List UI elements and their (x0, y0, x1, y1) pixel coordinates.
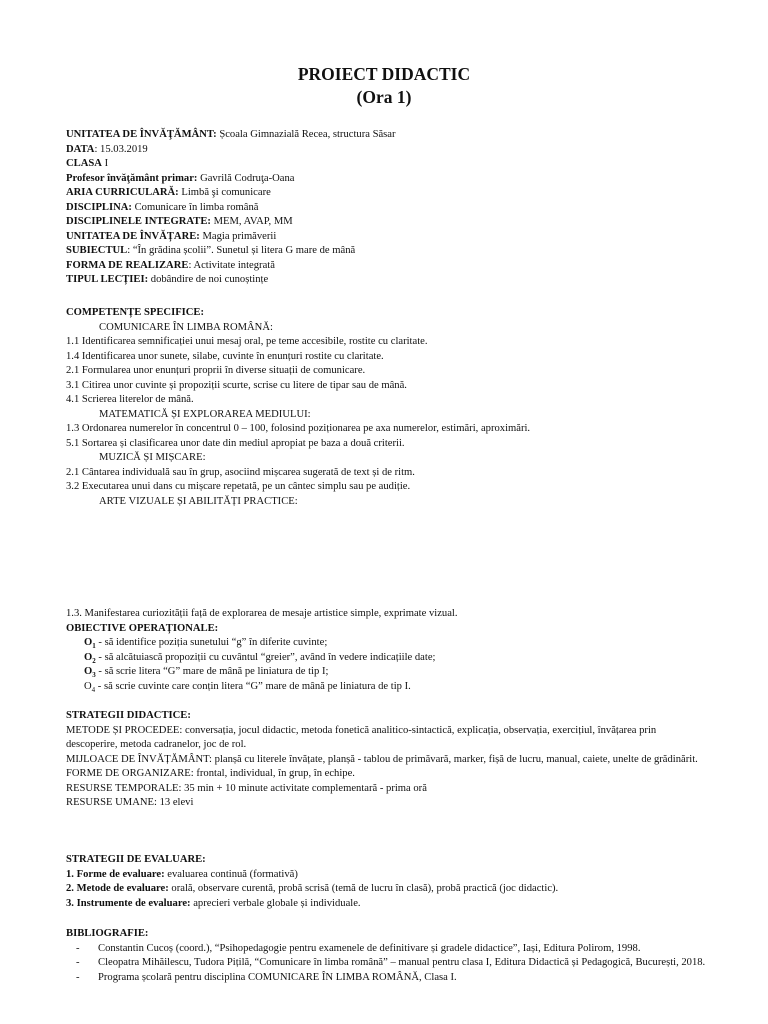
header-field-tipul: TIPUL LECȚIEI: dobândire de noi cunoștințe (66, 274, 269, 285)
evaluare-heading: STRATEGII DE EVALUARE: (66, 854, 206, 865)
bibliografie-section (66, 927, 706, 985)
header-field-disciplina: DISCIPLINA: Comunicare în limba română (66, 201, 259, 213)
competente-item: 4.1 Scrierea literelor de mână. (66, 394, 194, 405)
competente-item: 3.1 Citirea unor cuvinte și propoziții scurte, scrise cu litere de tipar sau de mână. (66, 379, 407, 391)
strategii-resurse-umane: RESURSE UMANE: 13 elevi (66, 797, 194, 808)
competente-group-muzica: MUZICĂ ȘI MIȘCARE: (99, 452, 206, 463)
evaluare-section (66, 853, 706, 911)
competente-section (66, 306, 706, 509)
document-subtitle: (Ora 1) (356, 87, 412, 107)
bibliografie-heading: BIBLIOGRAFIE: (66, 928, 149, 939)
header-field-discipline-integrate: DISCIPLINELE INTEGRATE: MEM, AVAP, MM (66, 216, 293, 227)
header-field-subiectul: SUBIECTUL: “În grădina școlii”. Sunetul și litera G mare de mână (66, 245, 356, 256)
obiective-section (66, 607, 706, 694)
header-field-clasa: CLASA I (66, 158, 109, 169)
bibliografie-item: - Programa școlară pentru disciplina COMUNICARE ÎN LIMBA ROMÂNĂ, Clasa I. (76, 971, 457, 983)
competente-item: 1.1 Identificarea semnificației unui mesaj oral, pe teme accesibile, rostite cu claritate. (66, 336, 428, 347)
bibliografie-item: - Constantin Cucoș (coord.), “Psihopedagogie pentru examenele de definitivare și gradele didactice”, Iași, Editura Polirom, 1998. (76, 942, 641, 954)
header-field-data: DATA: 15.03.2019 (66, 143, 148, 155)
header-field-unitate-invatare: UNITATEA DE ÎNVĂȚARE: Magia primăverii (66, 230, 277, 242)
evaluare-item: 3. Instrumente de evaluare: aprecieri verbale globale și individuale. (66, 897, 361, 909)
competente-item: 2.1 Cântarea individuală sau în grup, asociind mișcarea sugerată de text și de ritm. (66, 466, 415, 478)
header-fields (66, 128, 706, 288)
bibliografie-item: - Cleopatra Mihăilescu, Tudora Pițilă, “Comunicare în limba română” – manual pentru clasa I, Editura Didactică și Pedagogică, București, 2018. (76, 957, 706, 968)
strategii-heading: STRATEGII DIDACTICE: (66, 710, 191, 721)
competente-group-arte: ARTE VIZUALE ȘI ABILITĂȚI PRACTICE: (99, 495, 298, 507)
obiectiv-item: $O_4$ - să scrie cuvinte care conțin litera “G” mare de mână pe liniatura de tip I. (84, 680, 411, 694)
header-field-forma: FORMA DE REALIZARE: Activitate integrată (66, 259, 275, 271)
competente-item: 1.3 Ordonarea numerelor în concentrul 0 – 100, folosind poziționarea pe axa numerelor, estimări, aproximări. (66, 423, 531, 434)
header-field-profesor: Profesor învăţământ primar: Gavrilă Codruţa-Oana (66, 172, 295, 184)
competente-group-matematica: MATEMATICĂ ȘI EXPLORAREA MEDIULUI: (99, 408, 311, 420)
competente-heading: COMPETENȚE SPECIFICE: (66, 307, 205, 318)
competente-item: 3.2 Executarea unui dans cu mișcare repetată, pe un cântec simplu sau pe audiție. (66, 481, 411, 492)
obiectiv-item: $O_1$ - să identifice poziția sunetului “g” în diferite cuvinte; (84, 637, 328, 651)
strategii-section (66, 709, 706, 811)
header-field-aria: ARIA CURRICULARĂ: Limbă şi comunicare (66, 187, 271, 198)
strategii-metode: METODE ȘI PROCEDEE: conversația, jocul didactic, metoda fonetică analitico-sintactică, explicația, observația, exercițiul, învățarea prin descoperire, metoda cadranelor, joc de rol. (66, 724, 657, 750)
header-field-unitate: UNITATEA DE ÎNVĂŢĂMÂNT: Școala Gimnazială Recea, structura Săsar (66, 129, 396, 140)
competente-item: 1.3. Manifestarea curiozității față de explorarea de mesaje artistice simple, exprimate vizual. (66, 608, 458, 619)
obiective-heading: OBIECTIVE OPERAȚIONALE: (66, 622, 219, 634)
strategii-resurse-temporale: RESURSE TEMPORALE: 35 min + 10 minute activitate complementară - prima oră (66, 782, 427, 794)
competente-group-comunicare: COMUNICARE ÎN LIMBA ROMÂNĂ: (99, 321, 273, 333)
competente-item: 1.4 Identificarea unor sunete, silabe, cuvinte în enunțuri rostite cu claritate. (66, 350, 384, 362)
evaluare-item: 1. Forme de evaluare: evaluarea continuă (formativă) (66, 868, 298, 880)
obiectiv-item: $O_2$ - să alcătuiască propoziții cu cuvântul “greier”, având în vedere indicațiile date; (84, 651, 436, 665)
evaluare-item: 2. Metode de evaluare: orală, observare curentă, probă scrisă (temă de lucru în clasă), probă practică (joc didactic). (66, 883, 559, 894)
strategii-mijloace: MIJLOACE DE ÎNVĂȚĂMÂNT: planșă cu literele învățate, planșă - tablou de primăvară, marker, fișă de lucru, manual, caiete, unelte de grădinărit. (66, 753, 698, 765)
obiectiv-item: $O_3$ - să scrie litera “G” mare de mână pe liniatura de tip I; (84, 666, 329, 680)
competente-item: 5.1 Sortarea și clasificarea unor date din mediul apropiat pe baza a două criterii. (66, 437, 405, 449)
strategii-forme: FORME DE ORGANIZARE: frontal, individual, în grup, în echipe. (66, 768, 355, 779)
competente-item: 2.1 Formularea unor enunțuri proprii în diverse situații de comunicare. (66, 365, 366, 376)
document-title: PROIECT DIDACTIC (297, 64, 471, 84)
